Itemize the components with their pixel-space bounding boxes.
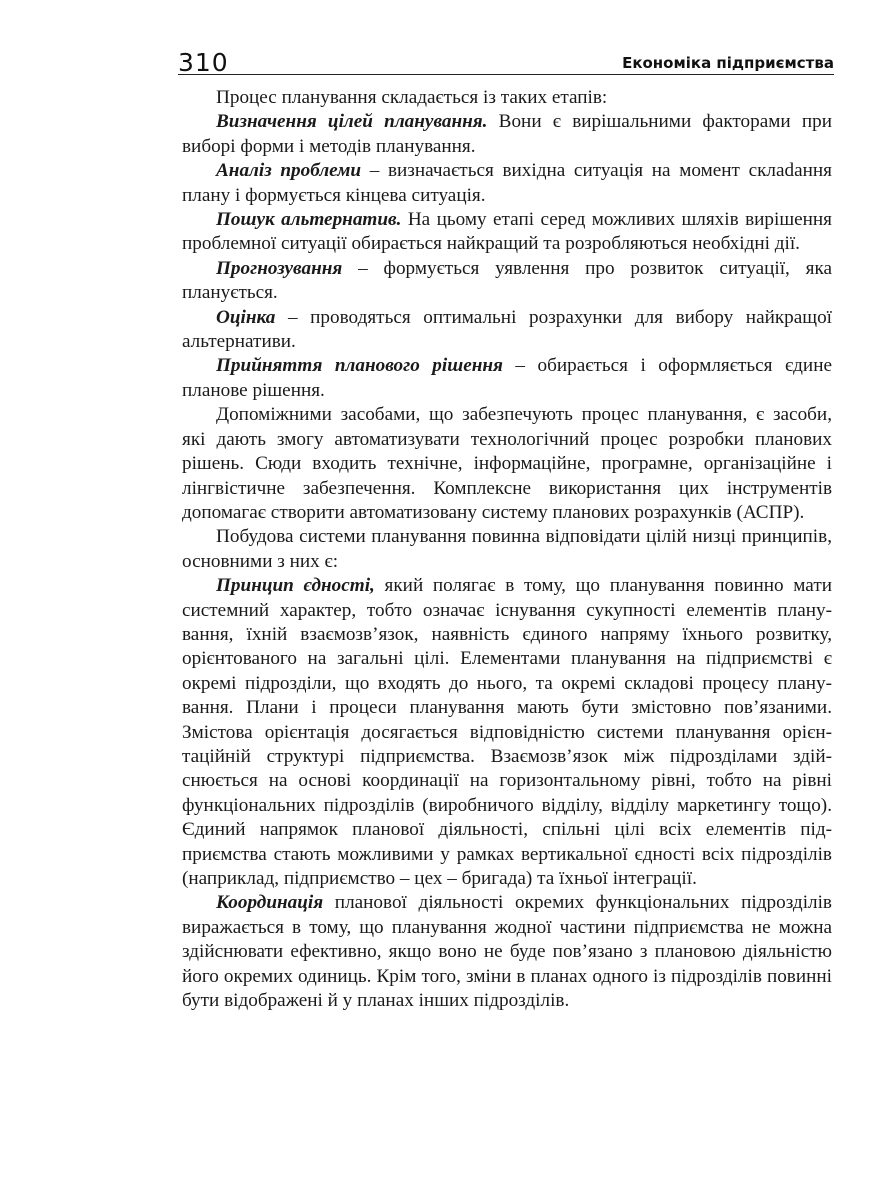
- paragraph-lead: Оцінка: [216, 306, 276, 328]
- paragraph: [182, 354, 832, 403]
- paragraph-text: Елементами планування на підприємстві є окремі підрозділи, що входять до нього, та окремі складові процесу планування. Плани і процеси планування мають бути змістовно пов’язаними. Змістова орієнтація досягається відповідністю системи планування орієнтаційній структурі підприємства. Взаємозв’язок між підрозділами здійснюється на основі координації на горизонтальному рівні, тобто на рівні функціональних підрозділів (виробничого відділу, відділу маркетингу тощо). Єдиний напрямок планової діяльності, спільні цілі всіх елементів підприємства стають можливими у рамках вертикальної єдності всіх підрозділів (наприклад, підприємство – цех – бригада) та їхньої інтеграції.: [182, 648, 832, 889]
- paragraph: [182, 208, 832, 257]
- paragraph-text: На цьому етапі серед можливих шляхів вирішення проблемної ситуації обирається найкращий та розробляються необхідні дії.: [182, 209, 832, 255]
- paragraph: [182, 891, 832, 1013]
- paragraph-lead: Пошук альтернатив.: [216, 209, 402, 231]
- paragraph: [182, 525, 832, 574]
- paragraph-lead: Прогнозування: [216, 257, 343, 279]
- paragraph-text: планової діяльності окремих функціональних підрозділів виражається в тому, що планування жодної частини підприємства не можна здійснювати ефективно, якщо воно не буде пов’язано з плановою діяльністю його окремих одиниць. Крім того, зміни в планах одного із підрозділів повинні бути відображені й у планах інших підрозділів.: [182, 892, 832, 1012]
- paragraph-lead: Прийняття планового рішення: [216, 355, 503, 377]
- page-header: [178, 48, 834, 78]
- paragraph-text: Процес планування складається із таких етапів:: [216, 87, 608, 108]
- paragraph-text: – формується уявлення про розвиток ситуації, яка планується.: [182, 257, 832, 304]
- paragraph: [182, 306, 832, 355]
- paragraph-text: Допоміжними засобами, що забезпечують процес планування, є засоби, які дають змогу автоматизувати технологічний процес розробки планових рішень. Сюди входить технічне, інформаційне, програмне, організаційне і лінгвістичне забезпечення. Комплексне використання цих інструментів допомагає створити автоматизовану систему планових розрахунків (АСПР).: [182, 404, 832, 523]
- header-rule: [178, 74, 834, 75]
- paragraph: [182, 403, 832, 525]
- paragraph-text: – проводяться оптимальні розрахунки для вибору найкращої альтернативи.: [182, 306, 832, 353]
- paragraph: [182, 110, 832, 159]
- paragraph: [182, 159, 832, 208]
- paragraph-lead: Визначення цілей планування.: [216, 111, 488, 133]
- paragraph: [182, 86, 832, 110]
- paragraph: [182, 257, 832, 306]
- paragraph-lead: Принцип єдності,: [216, 575, 375, 597]
- paragraph-text: їхній взаємозв’язок, наявність єдиного напряму їхнього розвитку, орієнтованого на загальні цілі.: [182, 623, 833, 670]
- paragraph-text: – визначається вихідна ситуація на момент склаdання плану і формується кінцева ситуація.: [182, 160, 832, 206]
- paragraph-lead: Координація: [216, 892, 324, 914]
- paragraph-text: – обирається і оформляється єдине планове рішення.: [182, 355, 832, 401]
- paragraph-lead: Аналіз проблеми: [216, 160, 362, 182]
- paragraph-text: Вони є вирішальними факторами при виборі форми і методів планування.: [182, 111, 833, 157]
- body-text: [182, 86, 832, 1013]
- running-title: Економіка підприємства: [622, 54, 834, 72]
- paragraph-text: Побудова системи планування повинна відповідати цілій низці принципів, основними з них є:: [182, 526, 832, 572]
- page-number: 310: [178, 48, 229, 77]
- paragraph-text: який полягає в тому, що планування повинно мати системний характер, тобто означає існування сукупності елементів планування,: [182, 575, 832, 645]
- paragraph: [182, 574, 832, 891]
